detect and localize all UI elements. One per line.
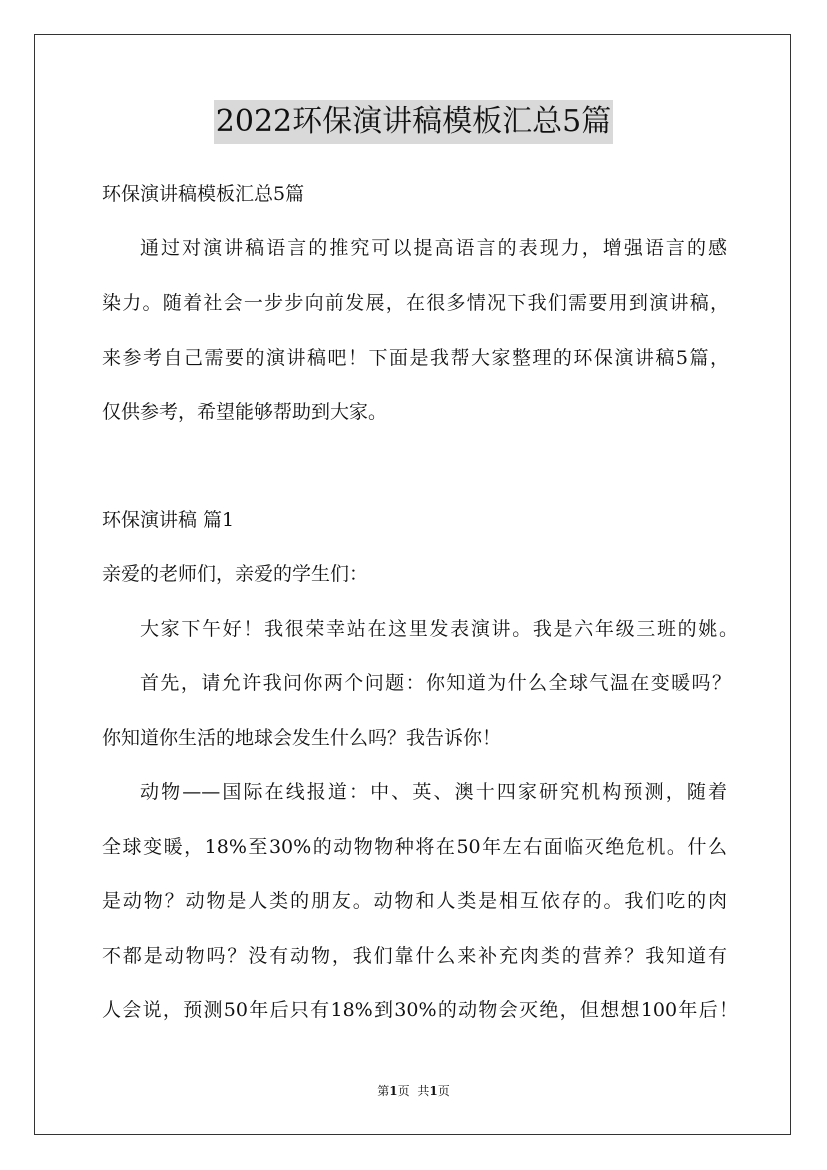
paragraph-line: 人会说，预测50年后只有18%到30%的动物会灭绝，但想想100年后！ xyxy=(102,999,738,1021)
page-footer xyxy=(0,1083,827,1099)
section-heading: 环保演讲稿 篇1 xyxy=(102,509,235,531)
paragraph-line: 首先，请允许我问你两个问题：你知道为什么全球气温在变暖吗？ xyxy=(140,672,731,694)
paragraph-line: 来参考自己需要的演讲稿吧！下面是我帮大家整理的环保演讲稿5篇， xyxy=(102,347,729,369)
paragraph-line: 你知道你生活的地球会发生什么吗？我告诉你！ xyxy=(102,727,502,749)
title-wrap xyxy=(0,100,827,144)
paragraph-line: 染力。随着社会一步步向前发展，在很多情况下我们需要用到演讲稿， xyxy=(102,292,729,314)
paragraph-line: 通过对演讲稿语言的推究可以提高语言的表现力，增强语言的感 xyxy=(140,237,727,259)
paragraph-line: 不都是动物吗？没有动物，我们靠什么来补充肉类的营养？我知道有 xyxy=(102,945,727,967)
salutation-line: 亲爱的老师们，亲爱的学生们： xyxy=(102,563,369,585)
paragraph-line: 是动物？动物是人类的朋友。动物和人类是相互依存的。我们吃的肉 xyxy=(102,890,727,912)
footer-total-prefix: 共 xyxy=(417,1084,430,1098)
paragraph-line: 全球变暖，18%至30%的动物物种将在50年左右面临灭绝危机。什么 xyxy=(102,836,727,858)
document-title: 2022环保演讲稿模板汇总5篇 xyxy=(214,100,613,144)
paragraph-line: 仅供参考，希望能够帮助到大家。 xyxy=(102,401,388,423)
paragraph-line: 大家下午好！我很荣幸站在这里发表演讲。我是六年级三班的姚。 xyxy=(140,618,738,640)
paragraph-line: 动物——国际在线报道：中、英、澳十四家研究机构预测，随着 xyxy=(140,781,727,803)
footer-page-prefix: 第 xyxy=(377,1084,390,1098)
subtitle-line: 环保演讲稿模板汇总5篇 xyxy=(102,183,305,205)
footer-total-suffix: 页 xyxy=(437,1084,450,1098)
footer-page-number: 1 xyxy=(389,1084,398,1098)
footer-total-pages: 1 xyxy=(429,1084,438,1098)
footer-page-suffix: 页 xyxy=(397,1084,410,1098)
